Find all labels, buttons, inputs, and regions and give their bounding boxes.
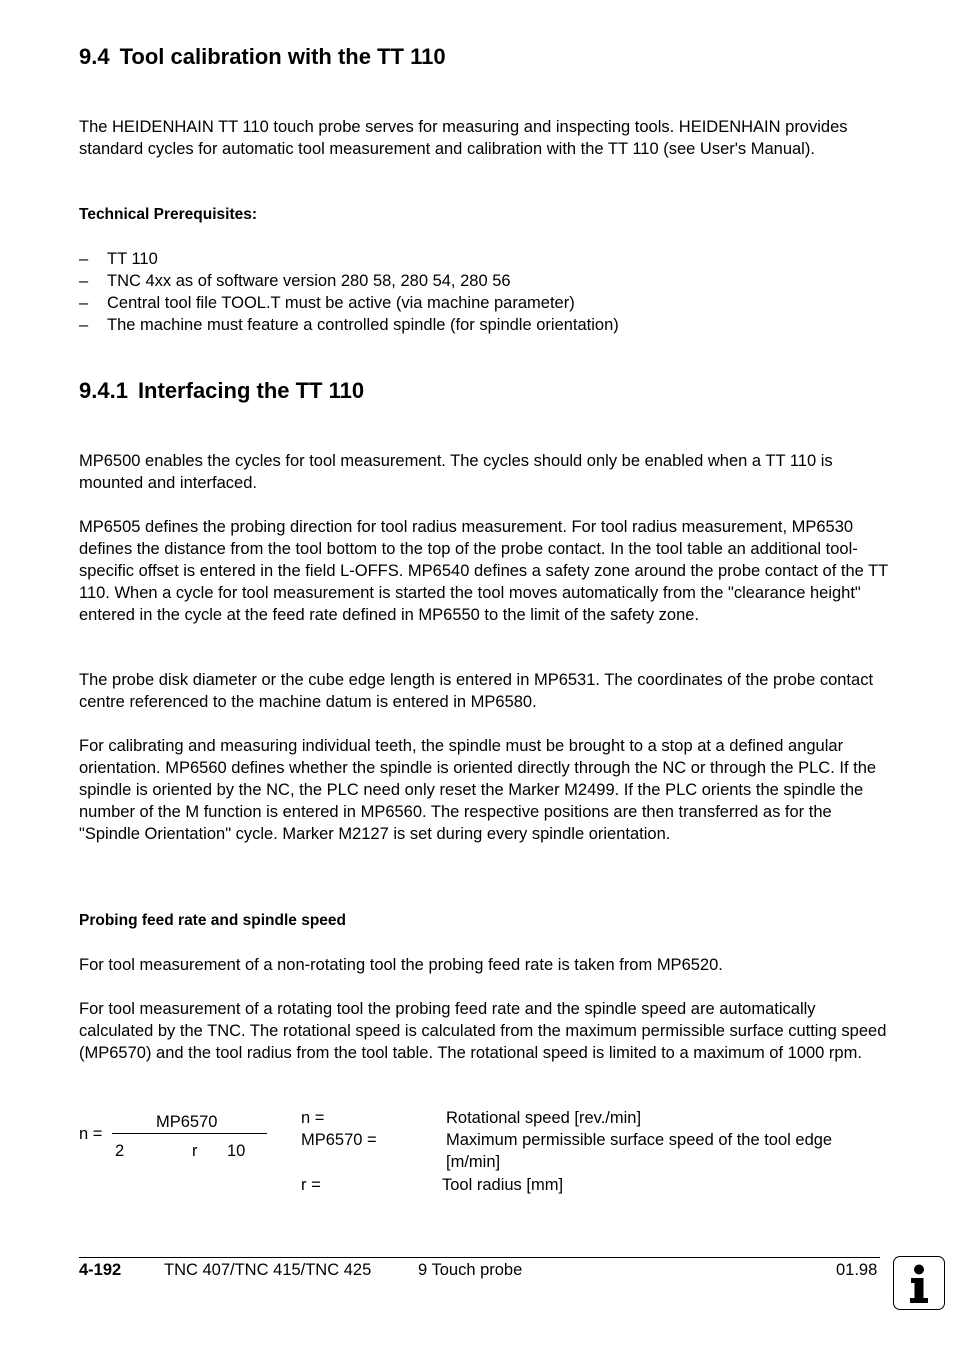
list-item: – Central tool file TOOL.T must be active (via machine parameter) bbox=[79, 294, 575, 312]
legend-symbol-mp6570: MP6570 = bbox=[301, 1131, 377, 1149]
feed-heading: Probing feed rate and spindle speed bbox=[79, 912, 346, 929]
paragraph-mp6505: MP6505 defines the probing direction for tool radius measurement. For tool radius measurement, MP6530 defines the distance from the tool bottom to the top of the probe contact. In the tool table an additional tool-specific offset is entered in the field L-OFFS. MP6540 defines a safety zone around the probe contact of the TT 110. When a cycle for tool measurement is started the tool moves automatically from the "clearance height" entered in the cycle at the feed rate defined in MP6550 to the limit of the safety zone. bbox=[79, 518, 888, 624]
info-icon bbox=[893, 1256, 945, 1310]
legend-desc-n: Rotational speed [rev./min] bbox=[446, 1109, 642, 1127]
footer-date: 01.98 bbox=[836, 1261, 878, 1279]
paragraph-mp6531: The probe disk diameter or the cube edge length is entered in MP6531. The coordinates of the probe contact centre referenced to the machine datum is entered in MP6580. bbox=[79, 671, 874, 711]
footer-product: TNC 407/TNC 415/TNC 425 bbox=[164, 1261, 372, 1279]
fraction-bar bbox=[112, 1133, 267, 1134]
info-glyph-icon bbox=[894, 1257, 944, 1309]
paragraph-rotating: For tool measurement of a rotating tool the probing feed rate and the spindle speed are automatically calculated by the TNC. The rotational speed is calculated from the maximum permissible surface cutting speed (MP6570) and the tool radius from the tool table. The rotational speed is limited to a maximum of 1000 rpm. bbox=[79, 1000, 887, 1062]
section-title: Tool calibration with the TT 110 bbox=[119, 44, 446, 69]
list-item: – TNC 4xx as of software version 280 58, 280 54, 280 56 bbox=[79, 272, 511, 290]
formula-lhs: n = bbox=[79, 1125, 103, 1143]
subsection-number: 9.4.1 bbox=[79, 378, 128, 403]
section-number: 9.4 bbox=[79, 44, 110, 69]
prereq-heading: Technical Prerequisites: bbox=[79, 206, 258, 223]
footer-rule bbox=[79, 1257, 880, 1258]
section-heading bbox=[79, 44, 446, 70]
formula-numerator: MP6570 bbox=[156, 1113, 218, 1131]
legend-desc-mp6570-unit: [m/min] bbox=[446, 1153, 501, 1171]
legend-desc-mp6570: Maximum permissible surface speed of the tool edge bbox=[446, 1131, 833, 1149]
legend-desc-r: Tool radius [mm] bbox=[442, 1176, 564, 1194]
paragraph-spindle: For calibrating and measuring individual teeth, the spindle must be brought to a stop at a defined angular orientation. MP6560 defines whether the spindle is oriented directly through the NC or through the PLC. If the spindle is oriented by the NC, the PLC need only reset the Marker M2499. If the PLC orients the spindle the number of the M function is entered in MP6560. The respective positions are then transferred as for the "Spindle Orientation" cycle. Marker M2127 is set during every spindle orientation. bbox=[79, 737, 877, 843]
list-item: – TT 110 bbox=[79, 250, 158, 268]
paragraph-mp6500: MP6500 enables the cycles for tool measurement. The cycles should only be enabled when a TT 110 is mounted and interfaced. bbox=[79, 452, 833, 492]
formula-denom-10: 10 bbox=[227, 1142, 246, 1160]
legend-symbol-r: r = bbox=[301, 1176, 321, 1194]
formula-denom-r: r bbox=[192, 1142, 198, 1160]
subsection-heading bbox=[79, 378, 364, 404]
intro-paragraph: The HEIDENHAIN TT 110 touch probe serves for measuring and inspecting tools. HEIDENHAIN provides standard cycles for automatic tool measurement and calibration with the TT 110 (see User's Manual). bbox=[79, 118, 848, 158]
list-item: – The machine must feature a controlled spindle (for spindle orientation) bbox=[79, 316, 619, 334]
paragraph-nonrotating: For tool measurement of a non-rotating tool the probing feed rate is taken from MP6520. bbox=[79, 956, 723, 974]
page-number: 4-192 bbox=[79, 1261, 122, 1279]
footer-chapter: 9 Touch probe bbox=[418, 1261, 523, 1279]
subsection-title: Interfacing the TT 110 bbox=[137, 378, 365, 403]
prereq-list bbox=[79, 248, 879, 336]
legend-symbol-n: n = bbox=[301, 1109, 325, 1127]
formula-denom-2: 2 bbox=[115, 1142, 125, 1160]
